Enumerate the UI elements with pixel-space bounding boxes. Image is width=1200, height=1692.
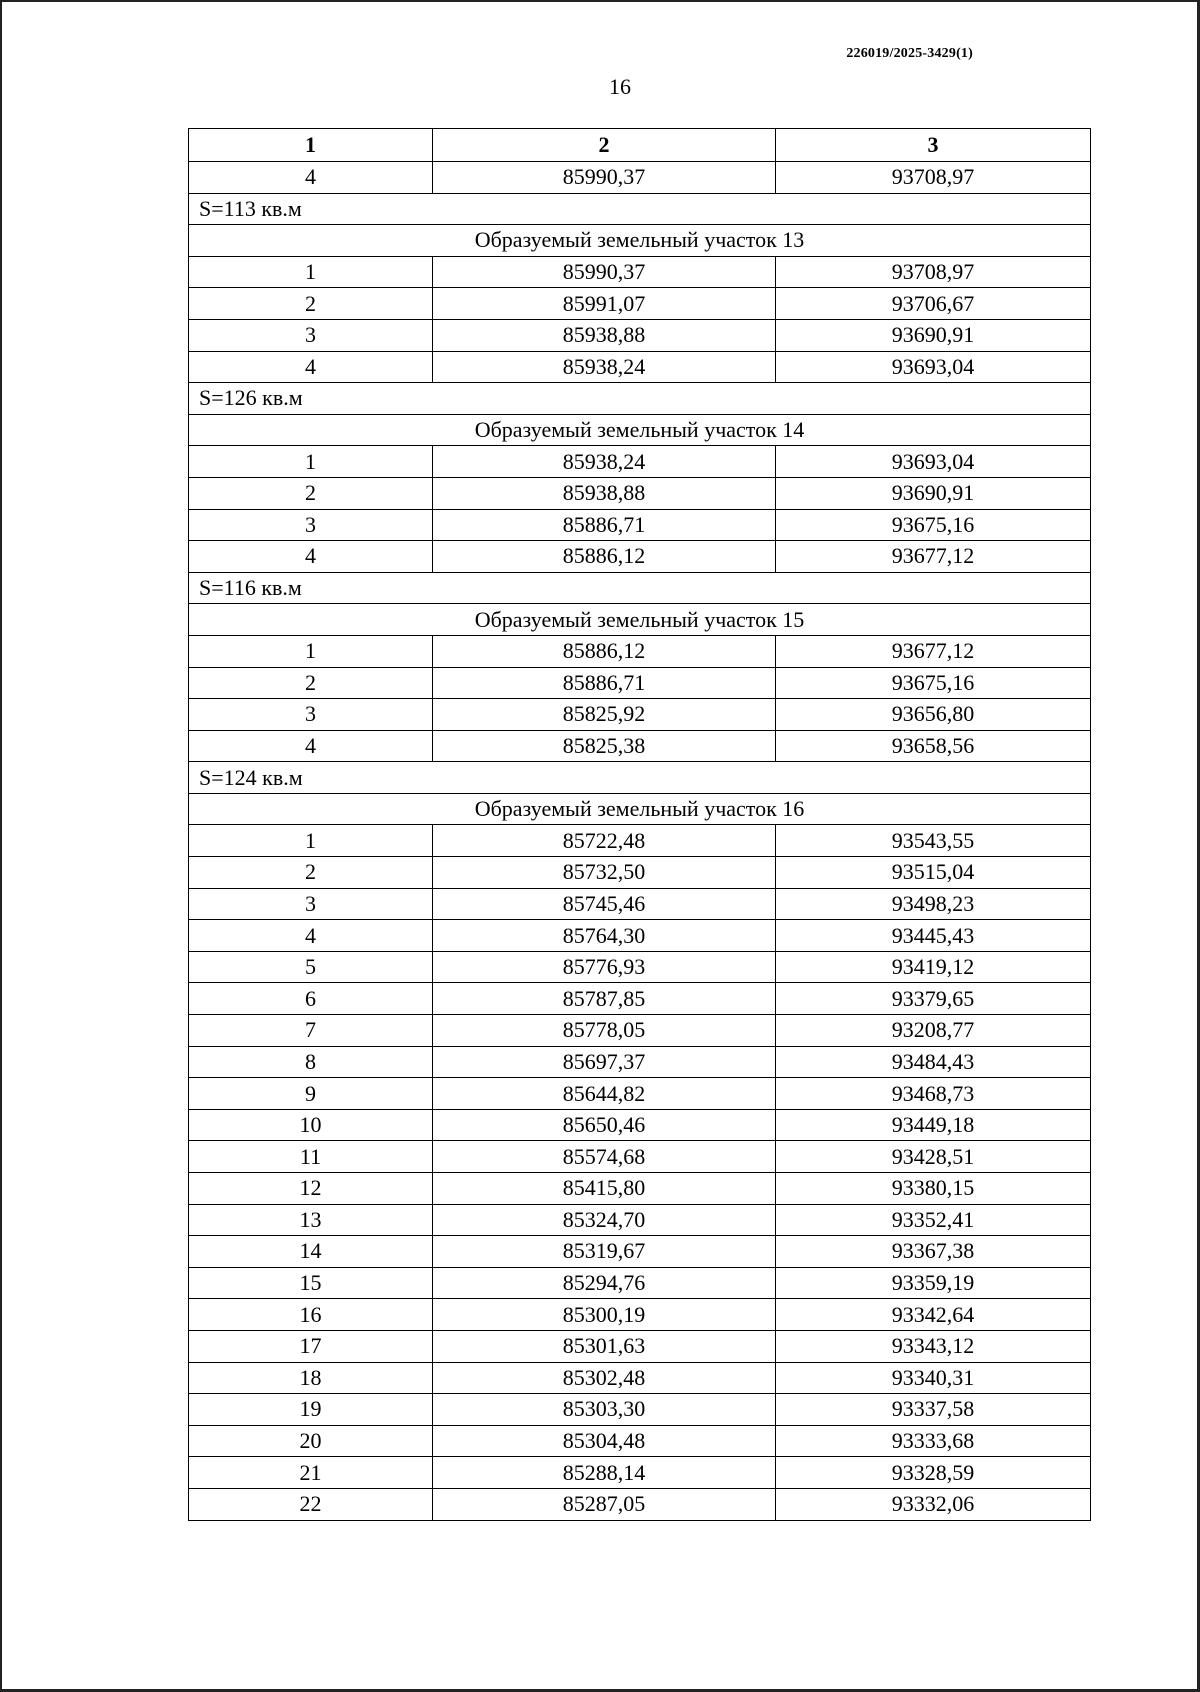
table-cell: 13 xyxy=(189,1204,433,1236)
table-cell: 93658,56 xyxy=(776,730,1091,762)
table-row xyxy=(189,1457,1091,1489)
table-row xyxy=(189,1141,1091,1173)
table-cell: 14 xyxy=(189,1236,433,1268)
column-header: 2 xyxy=(433,129,776,162)
table-cell: 93340,31 xyxy=(776,1362,1091,1394)
page-number: 16 xyxy=(609,74,631,99)
table-body xyxy=(189,162,1091,1521)
table-cell: 9 xyxy=(189,1078,433,1110)
area-label-row xyxy=(189,193,1091,225)
table-cell: 4 xyxy=(189,541,433,573)
table-cell: 11 xyxy=(189,1141,433,1173)
table-row xyxy=(189,1015,1091,1047)
table-cell: 85938,24 xyxy=(433,446,776,478)
table-cell: 16 xyxy=(189,1299,433,1331)
table-cell: 85938,24 xyxy=(433,351,776,383)
table-row xyxy=(189,1204,1091,1236)
table-cell: 85732,50 xyxy=(433,857,776,889)
column-header: 3 xyxy=(776,129,1091,162)
table-cell: 85644,82 xyxy=(433,1078,776,1110)
table-cell: 6 xyxy=(189,983,433,1015)
scan-edge-top xyxy=(0,0,1200,2)
table-cell: 85764,30 xyxy=(433,920,776,952)
table-row xyxy=(189,699,1091,731)
table-cell: 85787,85 xyxy=(433,983,776,1015)
table-cell: 1 xyxy=(189,256,433,288)
table-cell: 85886,71 xyxy=(433,509,776,541)
table-cell: 21 xyxy=(189,1457,433,1489)
table-cell: 85990,37 xyxy=(433,162,776,194)
table-cell: 85938,88 xyxy=(433,477,776,509)
table-cell: 8 xyxy=(189,1046,433,1078)
table-cell: 93359,19 xyxy=(776,1267,1091,1299)
area-label: S=116 кв.м xyxy=(189,572,1091,604)
table-cell: 18 xyxy=(189,1362,433,1394)
parcel-title-row xyxy=(189,604,1091,636)
table-cell: 85287,05 xyxy=(433,1488,776,1520)
parcel-title-row xyxy=(189,414,1091,446)
table-cell: 85778,05 xyxy=(433,1015,776,1047)
table-cell: 93343,12 xyxy=(776,1330,1091,1362)
table-row xyxy=(189,351,1091,383)
area-label: S=124 кв.м xyxy=(189,762,1091,794)
parcel-title: Образуемый земельный участок 16 xyxy=(189,793,1091,825)
table-cell: 10 xyxy=(189,1109,433,1141)
parcel-title: Образуемый земельный участок 14 xyxy=(189,414,1091,446)
area-label-row xyxy=(189,572,1091,604)
parcel-title: Образуемый земельный участок 13 xyxy=(189,225,1091,257)
table-cell: 93332,06 xyxy=(776,1488,1091,1520)
area-label: S=113 кв.м xyxy=(189,193,1091,225)
table-cell: 93419,12 xyxy=(776,951,1091,983)
table-row xyxy=(189,1394,1091,1426)
table-row xyxy=(189,1299,1091,1331)
table-cell: 93690,91 xyxy=(776,477,1091,509)
table-cell: 85776,93 xyxy=(433,951,776,983)
table-cell: 93690,91 xyxy=(776,319,1091,351)
table-cell: 93693,04 xyxy=(776,446,1091,478)
table-row xyxy=(189,477,1091,509)
table-row xyxy=(189,162,1091,194)
table-cell: 3 xyxy=(189,888,433,920)
table-cell: 93675,16 xyxy=(776,509,1091,541)
table-cell: 93328,59 xyxy=(776,1457,1091,1489)
coordinates-table xyxy=(188,128,1091,1521)
table-row xyxy=(189,446,1091,478)
table-cell: 93445,43 xyxy=(776,920,1091,952)
table-row xyxy=(189,1267,1091,1299)
table-cell: 85294,76 xyxy=(433,1267,776,1299)
table-cell: 19 xyxy=(189,1394,433,1426)
table-cell: 85697,37 xyxy=(433,1046,776,1078)
table-row xyxy=(189,983,1091,1015)
table-cell: 5 xyxy=(189,951,433,983)
table-cell: 1 xyxy=(189,446,433,478)
table-cell: 85825,38 xyxy=(433,730,776,762)
table-cell: 2 xyxy=(189,667,433,699)
table-header-row xyxy=(189,129,1091,162)
parcel-title: Образуемый земельный участок 15 xyxy=(189,604,1091,636)
area-label-row xyxy=(189,762,1091,794)
table-row xyxy=(189,1109,1091,1141)
table-cell: 93352,41 xyxy=(776,1204,1091,1236)
table-cell: 93498,23 xyxy=(776,888,1091,920)
table-cell: 85304,48 xyxy=(433,1425,776,1457)
table-cell: 4 xyxy=(189,730,433,762)
table-cell: 3 xyxy=(189,509,433,541)
column-header: 1 xyxy=(189,129,433,162)
table-cell: 85301,63 xyxy=(433,1330,776,1362)
table-cell: 93380,15 xyxy=(776,1173,1091,1205)
table-cell: 22 xyxy=(189,1488,433,1520)
table-row xyxy=(189,1330,1091,1362)
table-cell: 85991,07 xyxy=(433,288,776,320)
table-row xyxy=(189,319,1091,351)
table-row xyxy=(189,857,1091,889)
table-cell: 85324,70 xyxy=(433,1204,776,1236)
table-row xyxy=(189,1236,1091,1268)
table-row xyxy=(189,920,1091,952)
table-cell: 85886,71 xyxy=(433,667,776,699)
table-cell: 85300,19 xyxy=(433,1299,776,1331)
table-row xyxy=(189,1425,1091,1457)
table-cell: 93208,77 xyxy=(776,1015,1091,1047)
table-row xyxy=(189,1488,1091,1520)
table-row xyxy=(189,1046,1091,1078)
table-cell: 93333,68 xyxy=(776,1425,1091,1457)
table-cell: 93449,18 xyxy=(776,1109,1091,1141)
table-cell: 85303,30 xyxy=(433,1394,776,1426)
table-row xyxy=(189,635,1091,667)
table-cell: 85415,80 xyxy=(433,1173,776,1205)
table-cell: 93342,64 xyxy=(776,1299,1091,1331)
table-cell: 4 xyxy=(189,162,433,194)
table-row xyxy=(189,888,1091,920)
table-row xyxy=(189,509,1091,541)
table-cell: 85650,46 xyxy=(433,1109,776,1141)
table-cell: 85288,14 xyxy=(433,1457,776,1489)
table-row xyxy=(189,541,1091,573)
table-cell: 93656,80 xyxy=(776,699,1091,731)
table-cell: 85990,37 xyxy=(433,256,776,288)
table-cell: 93693,04 xyxy=(776,351,1091,383)
table-row xyxy=(189,1173,1091,1205)
table-cell: 85938,88 xyxy=(433,319,776,351)
table-cell: 85745,46 xyxy=(433,888,776,920)
table-cell: 85886,12 xyxy=(433,541,776,573)
table-cell: 93708,97 xyxy=(776,256,1091,288)
parcel-title-row xyxy=(189,225,1091,257)
table-row xyxy=(189,1078,1091,1110)
area-label: S=126 кв.м xyxy=(189,383,1091,415)
table-cell: 93675,16 xyxy=(776,667,1091,699)
table-cell: 93708,97 xyxy=(776,162,1091,194)
table-cell: 20 xyxy=(189,1425,433,1457)
table-cell: 85886,12 xyxy=(433,635,776,667)
table-cell: 1 xyxy=(189,635,433,667)
parcel-title-row xyxy=(189,793,1091,825)
table-cell: 93706,67 xyxy=(776,288,1091,320)
table-cell: 93677,12 xyxy=(776,541,1091,573)
scan-edge-left xyxy=(0,0,2,1692)
table-cell: 85722,48 xyxy=(433,825,776,857)
table-row xyxy=(189,730,1091,762)
area-label-row xyxy=(189,383,1091,415)
table-cell: 93484,43 xyxy=(776,1046,1091,1078)
table-row xyxy=(189,1362,1091,1394)
table-cell: 4 xyxy=(189,920,433,952)
table-cell: 1 xyxy=(189,825,433,857)
table-cell: 93379,65 xyxy=(776,983,1091,1015)
table-cell: 12 xyxy=(189,1173,433,1205)
table-cell: 3 xyxy=(189,699,433,731)
table-cell: 85319,67 xyxy=(433,1236,776,1268)
table-row xyxy=(189,256,1091,288)
table-cell: 4 xyxy=(189,351,433,383)
table-row xyxy=(189,951,1091,983)
table-cell: 93367,38 xyxy=(776,1236,1091,1268)
table-row xyxy=(189,288,1091,320)
table-cell: 17 xyxy=(189,1330,433,1362)
table-cell: 93337,58 xyxy=(776,1394,1091,1426)
table-cell: 15 xyxy=(189,1267,433,1299)
table-cell: 2 xyxy=(189,857,433,889)
table-cell: 85825,92 xyxy=(433,699,776,731)
table-row xyxy=(189,825,1091,857)
table-cell: 93515,04 xyxy=(776,857,1091,889)
table-row xyxy=(189,667,1091,699)
table-cell: 85574,68 xyxy=(433,1141,776,1173)
document-number: 226019/2025-3429(1) xyxy=(846,46,973,61)
table-cell: 3 xyxy=(189,319,433,351)
table-cell: 93428,51 xyxy=(776,1141,1091,1173)
table-cell: 93468,73 xyxy=(776,1078,1091,1110)
table-cell: 2 xyxy=(189,288,433,320)
table-cell: 2 xyxy=(189,477,433,509)
table-cell: 85302,48 xyxy=(433,1362,776,1394)
table-cell: 93543,55 xyxy=(776,825,1091,857)
table-cell: 7 xyxy=(189,1015,433,1047)
table-cell: 93677,12 xyxy=(776,635,1091,667)
